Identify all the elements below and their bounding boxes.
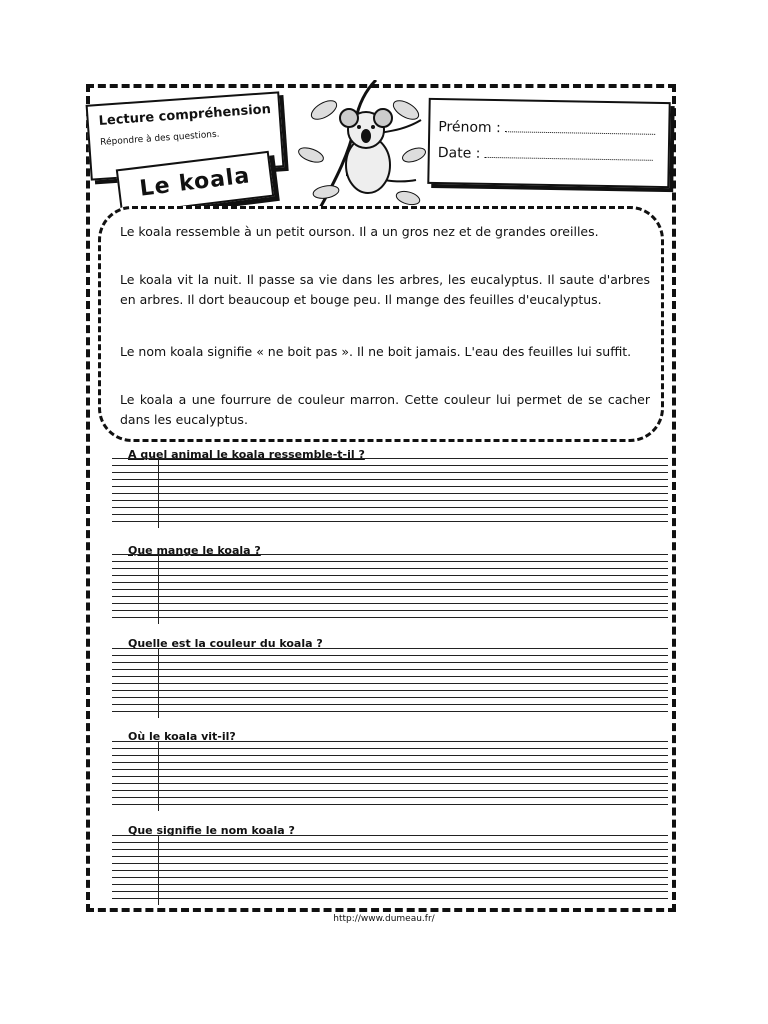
ruled-line xyxy=(112,610,668,611)
ruled-line xyxy=(112,561,668,562)
ruled-line xyxy=(112,603,668,604)
ruled-line xyxy=(112,748,668,749)
ruled-line xyxy=(112,762,668,763)
ruled-line xyxy=(112,704,668,705)
margin-line xyxy=(158,741,159,811)
answer-lines-4[interactable] xyxy=(112,741,668,811)
ruled-line xyxy=(112,472,668,473)
ruled-line xyxy=(112,479,668,480)
ruled-line xyxy=(112,856,668,857)
ruled-line xyxy=(112,870,668,871)
margin-line xyxy=(158,648,159,718)
ruled-line xyxy=(112,596,668,597)
ruled-line xyxy=(112,797,668,798)
ruled-line xyxy=(112,898,668,899)
ruled-line xyxy=(112,554,668,555)
ruled-line xyxy=(112,877,668,878)
ruled-line xyxy=(112,486,668,487)
answer-lines-2[interactable] xyxy=(112,554,668,624)
worksheet-subtitle: Répondre à des questions. xyxy=(99,129,220,148)
margin-line xyxy=(158,835,159,905)
margin-line xyxy=(158,458,159,528)
ruled-line xyxy=(112,655,668,656)
date-field[interactable] xyxy=(484,145,652,161)
ruled-line xyxy=(112,521,668,522)
student-info-box xyxy=(427,98,670,188)
paragraph-4: Le koala a une fourrure de couleur marron. Cette couleur lui permet de se cacher dans les eucalyptus. xyxy=(120,392,650,427)
answer-lines-3[interactable] xyxy=(112,648,668,718)
ruled-line xyxy=(112,790,668,791)
ruled-line xyxy=(112,711,668,712)
paragraph-3: Le nom koala signifie « ne boit pas ». Il ne boit jamais. L'eau des feuilles lui suffit. xyxy=(120,344,632,359)
question-5: Que signifie le nom koala ? xyxy=(128,824,295,837)
first-name-label: Prénom : xyxy=(438,119,501,137)
ruled-line xyxy=(112,458,668,459)
ruled-line xyxy=(112,776,668,777)
footer-url: http://www.dumeau.fr/ xyxy=(333,914,435,924)
first-name-field[interactable] xyxy=(505,119,655,135)
ruled-line xyxy=(112,741,668,742)
ruled-line xyxy=(112,769,668,770)
question-2: Que mange le koala ? xyxy=(128,544,261,557)
margin-line xyxy=(158,554,159,624)
question-3: Quelle est la couleur du koala ? xyxy=(128,637,323,650)
ruled-line xyxy=(112,891,668,892)
ruled-line xyxy=(112,849,668,850)
ruled-line xyxy=(112,493,668,494)
ruled-line xyxy=(112,783,668,784)
question-4: Où le koala vit-il? xyxy=(128,730,236,743)
ruled-line xyxy=(112,507,668,508)
ruled-line xyxy=(112,662,668,663)
worksheet-title: Lecture compréhension xyxy=(98,101,272,129)
ruled-line xyxy=(112,676,668,677)
answer-lines-5[interactable] xyxy=(112,835,668,905)
ruled-line xyxy=(112,582,668,583)
ruled-line xyxy=(112,514,668,515)
date-label: Date : xyxy=(437,145,481,162)
ruled-line xyxy=(112,500,668,501)
question-1: A quel animal le koala ressemble-t-il ? xyxy=(128,448,365,461)
date-row[interactable] xyxy=(438,144,653,165)
koala-on-branch-icon xyxy=(296,80,426,215)
ruled-line xyxy=(112,863,668,864)
ruled-line xyxy=(112,589,668,590)
paragraph-1: Le koala ressemble à un petit ourson. Il a un gros nez et de grandes oreilles. xyxy=(120,224,599,239)
ruled-line xyxy=(112,690,668,691)
ruled-line xyxy=(112,568,668,569)
ruled-line xyxy=(112,884,668,885)
ruled-line xyxy=(112,835,668,836)
ruled-line xyxy=(112,697,668,698)
ruled-line xyxy=(112,617,668,618)
ruled-line xyxy=(112,465,668,466)
ruled-line xyxy=(112,683,668,684)
ruled-line xyxy=(112,669,668,670)
story-title: Le koala xyxy=(138,163,252,202)
first-name-row[interactable] xyxy=(438,118,655,139)
ruled-line xyxy=(112,575,668,576)
ruled-line xyxy=(112,648,668,649)
ruled-line xyxy=(112,804,668,805)
answer-lines-1[interactable] xyxy=(112,458,668,528)
ruled-line xyxy=(112,842,668,843)
ruled-line xyxy=(112,755,668,756)
paragraph-2: Le koala vit la nuit. Il passe sa vie dans les arbres, les eucalyptus. Il saute d'arbres en arbres. Il dort beaucoup et bouge peu. Il mange des feuilles d'eucalyptus. xyxy=(120,272,650,307)
